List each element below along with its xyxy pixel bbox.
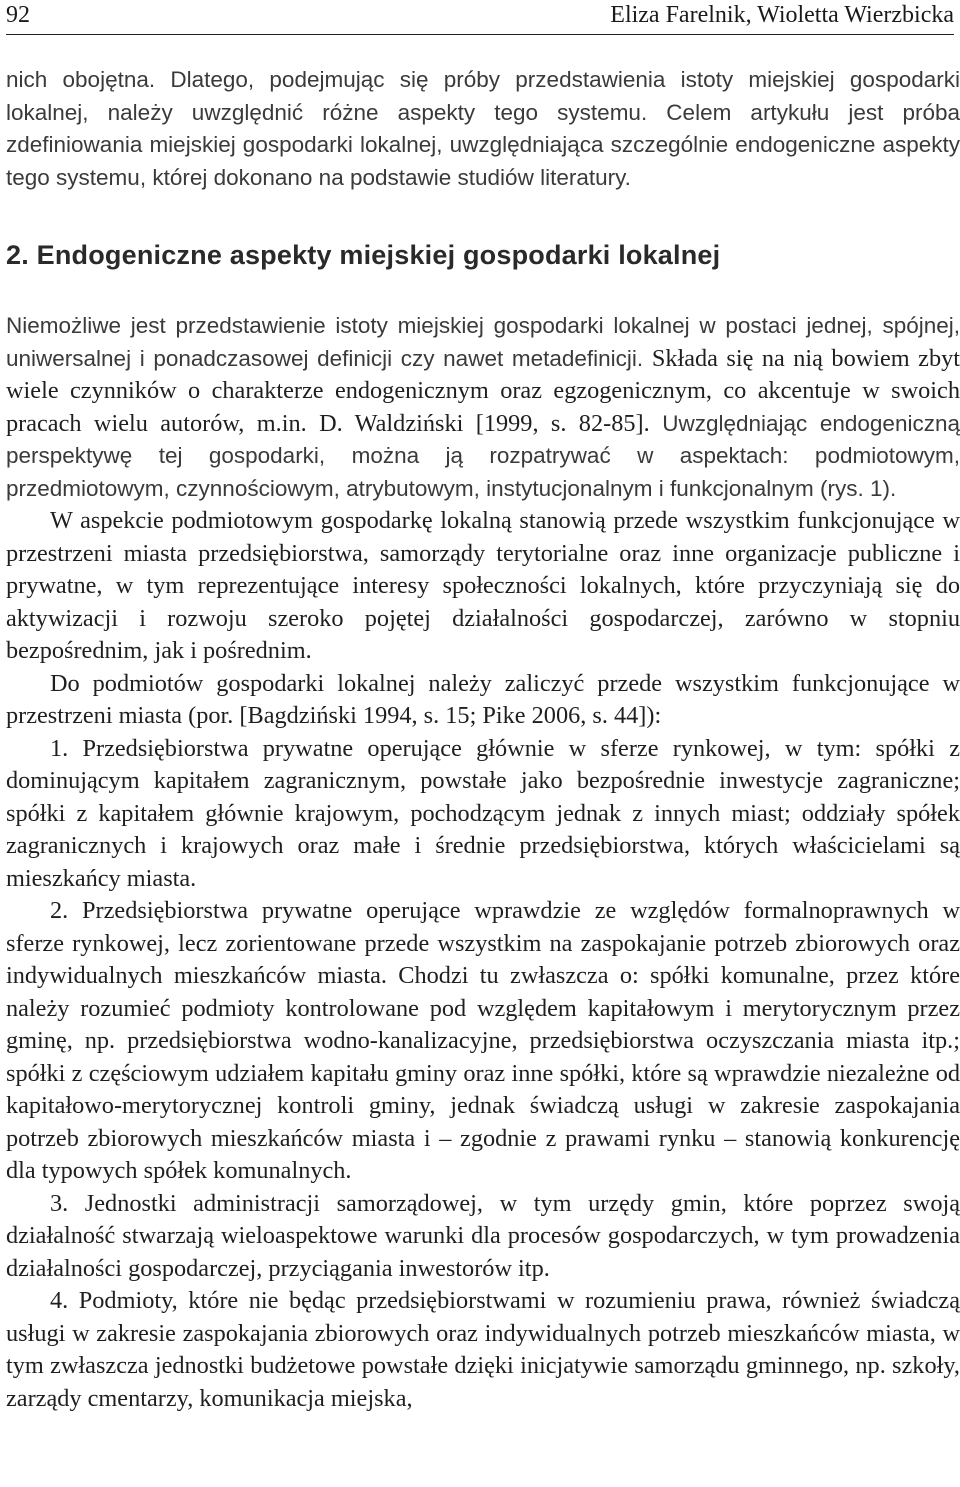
section-heading: 2. Endogeniczne aspekty miejskiej gospodarki lokalnej — [6, 240, 721, 270]
page-number: 92 — [6, 2, 30, 28]
list-item-1: 1. Przedsiębiorstwa prywatne operujące głównie w sferze rynkowej, w tym: spółki z dominującym kapitałem zagranicznym, powstałe jako bezpośrednie inwestycje zagraniczne; spółki z kapitałem głównie krajowym, pochodzącym jednak z innych miast; oddziały spółek zagranicznych i krajowych oraz małe i średnie przedsiębiorstwa, których właścicielami są mieszkańcy miasta. — [6, 734, 960, 892]
paragraph-1 — [6, 310, 960, 505]
list-item-2: 2. Przedsiębiorstwa prywatne operujące wprawdzie ze względów formalnoprawnych w sferze rynkowej, lecz zorientowane przede wszystkim na zaspokajanie potrzeb zbiorowych oraz indywidualnych mieszkańców miasta. Chodzi tu zwłaszcza o: spółki komunalne, przez które należy rozumieć podmioty kontrolowane pod względem kapitałowym i merytorycznym przez gminę, np. przedsiębiorstwa wodno-kanalizacyjne, przedsiębiorstwa oczyszczania miasta itp.; spółki z częściowym udziałem kapitału gminy oraz inne spółki, które są wprawdzie niezależne od kapitałowo-merytorycznej kontroli gminy, jednak świadczą usługi w zakresie zaspokajania potrzeb zbiorowych mieszkańców miasta i – zgodnie z prawami rynku – stanowią konkurencję dla typowych spółek komunalnych. — [6, 897, 960, 1184]
running-head-authors: Eliza Farelnik, Wioletta Wierzbicka — [610, 2, 954, 28]
page-header — [6, 0, 954, 35]
section-body — [6, 310, 960, 1415]
paragraph-1-part-a: Niemożliwe jest przedstawienie istoty miejskiej gospodarki lokalnej w postaci jednej, spójnej, uniwersalnej i ponadczasowej definicji czy nawet metadefinicji. — [6, 313, 960, 371]
list-item-4: 4. Podmioty, które nie będąc przedsiębiorstwami w rozumieniu prawa, również świadczą usługi w zakresie zaspokajania zbiorowych oraz indywidualnych potrzeb mieszkańców miasta, w tym zwłaszcza jednostki budżetowe powstałe dzięki inicjatywie samorządu gminnego, np. szkoły, zarządy cmentarzy, komunikacja miejska, — [6, 1287, 960, 1412]
paragraph-2: W aspekcie podmiotowym gospodarkę lokalną stanowią przede wszystkim funkcjonujące w przestrzeni miasta przedsiębiorstwa, samorządy terytorialne oraz inne organizacje publiczne i prywatne, w tym reprezentujące interesy społeczności lokalnych, które przyczyniają się do aktywizacji i rozwoju szeroko pojętej działalności gospodarczej, zarówno w stopniu bezpośrednim, jak i pośrednim. — [6, 507, 960, 664]
intro-paragraph: nich obojętna. Dlatego, podejmując się próby przedstawienia istoty miejskiej gospodarki lokalnej, należy uwzględnić różne aspekty tego systemu. Celem artykułu jest próba zdefiniowania miejskiej gospodarki lokalnej, uwzględniająca szczególnie endogeniczne aspekty tego systemu, której dokonano na podstawie studiów literatury. — [6, 67, 960, 190]
paragraph-1-part-b: Składa się na nią bowiem zbyt wiele czynników o charakterze endogenicznym oraz egzogenicznym, co akcentuje w swoich pracach wielu autorów, m.in. D. Waldziński [1999, s. 82-85]. — [6, 344, 960, 437]
list-item-3: 3. Jednostki administracji samorządowej, w tym urzędy gmin, które poprzez swoją działalność stwarzają wieloaspektowe warunki dla procesów gospodarczych, w tym prowadzenia działalności gospodarczej, przyciągania inwestorów itp. — [6, 1189, 960, 1282]
paragraph-3: Do podmiotów gospodarki lokalnej należy zaliczyć przede wszystkim funkcjonujące w przestrzeni miasta (por. [Bagdziński 1994, s. 15; Pike 2006, s. 44]): — [6, 669, 960, 729]
paragraph-1-part-c: Uwzględniając endogeniczną perspektywę tej gospodarki, można ją rozpatrywać w aspektach: podmiotowym, przedmiotowym, czynnościowym, atrybutowym, instytucjonalnym i funkcjonalnym (rys. 1). — [6, 410, 960, 501]
